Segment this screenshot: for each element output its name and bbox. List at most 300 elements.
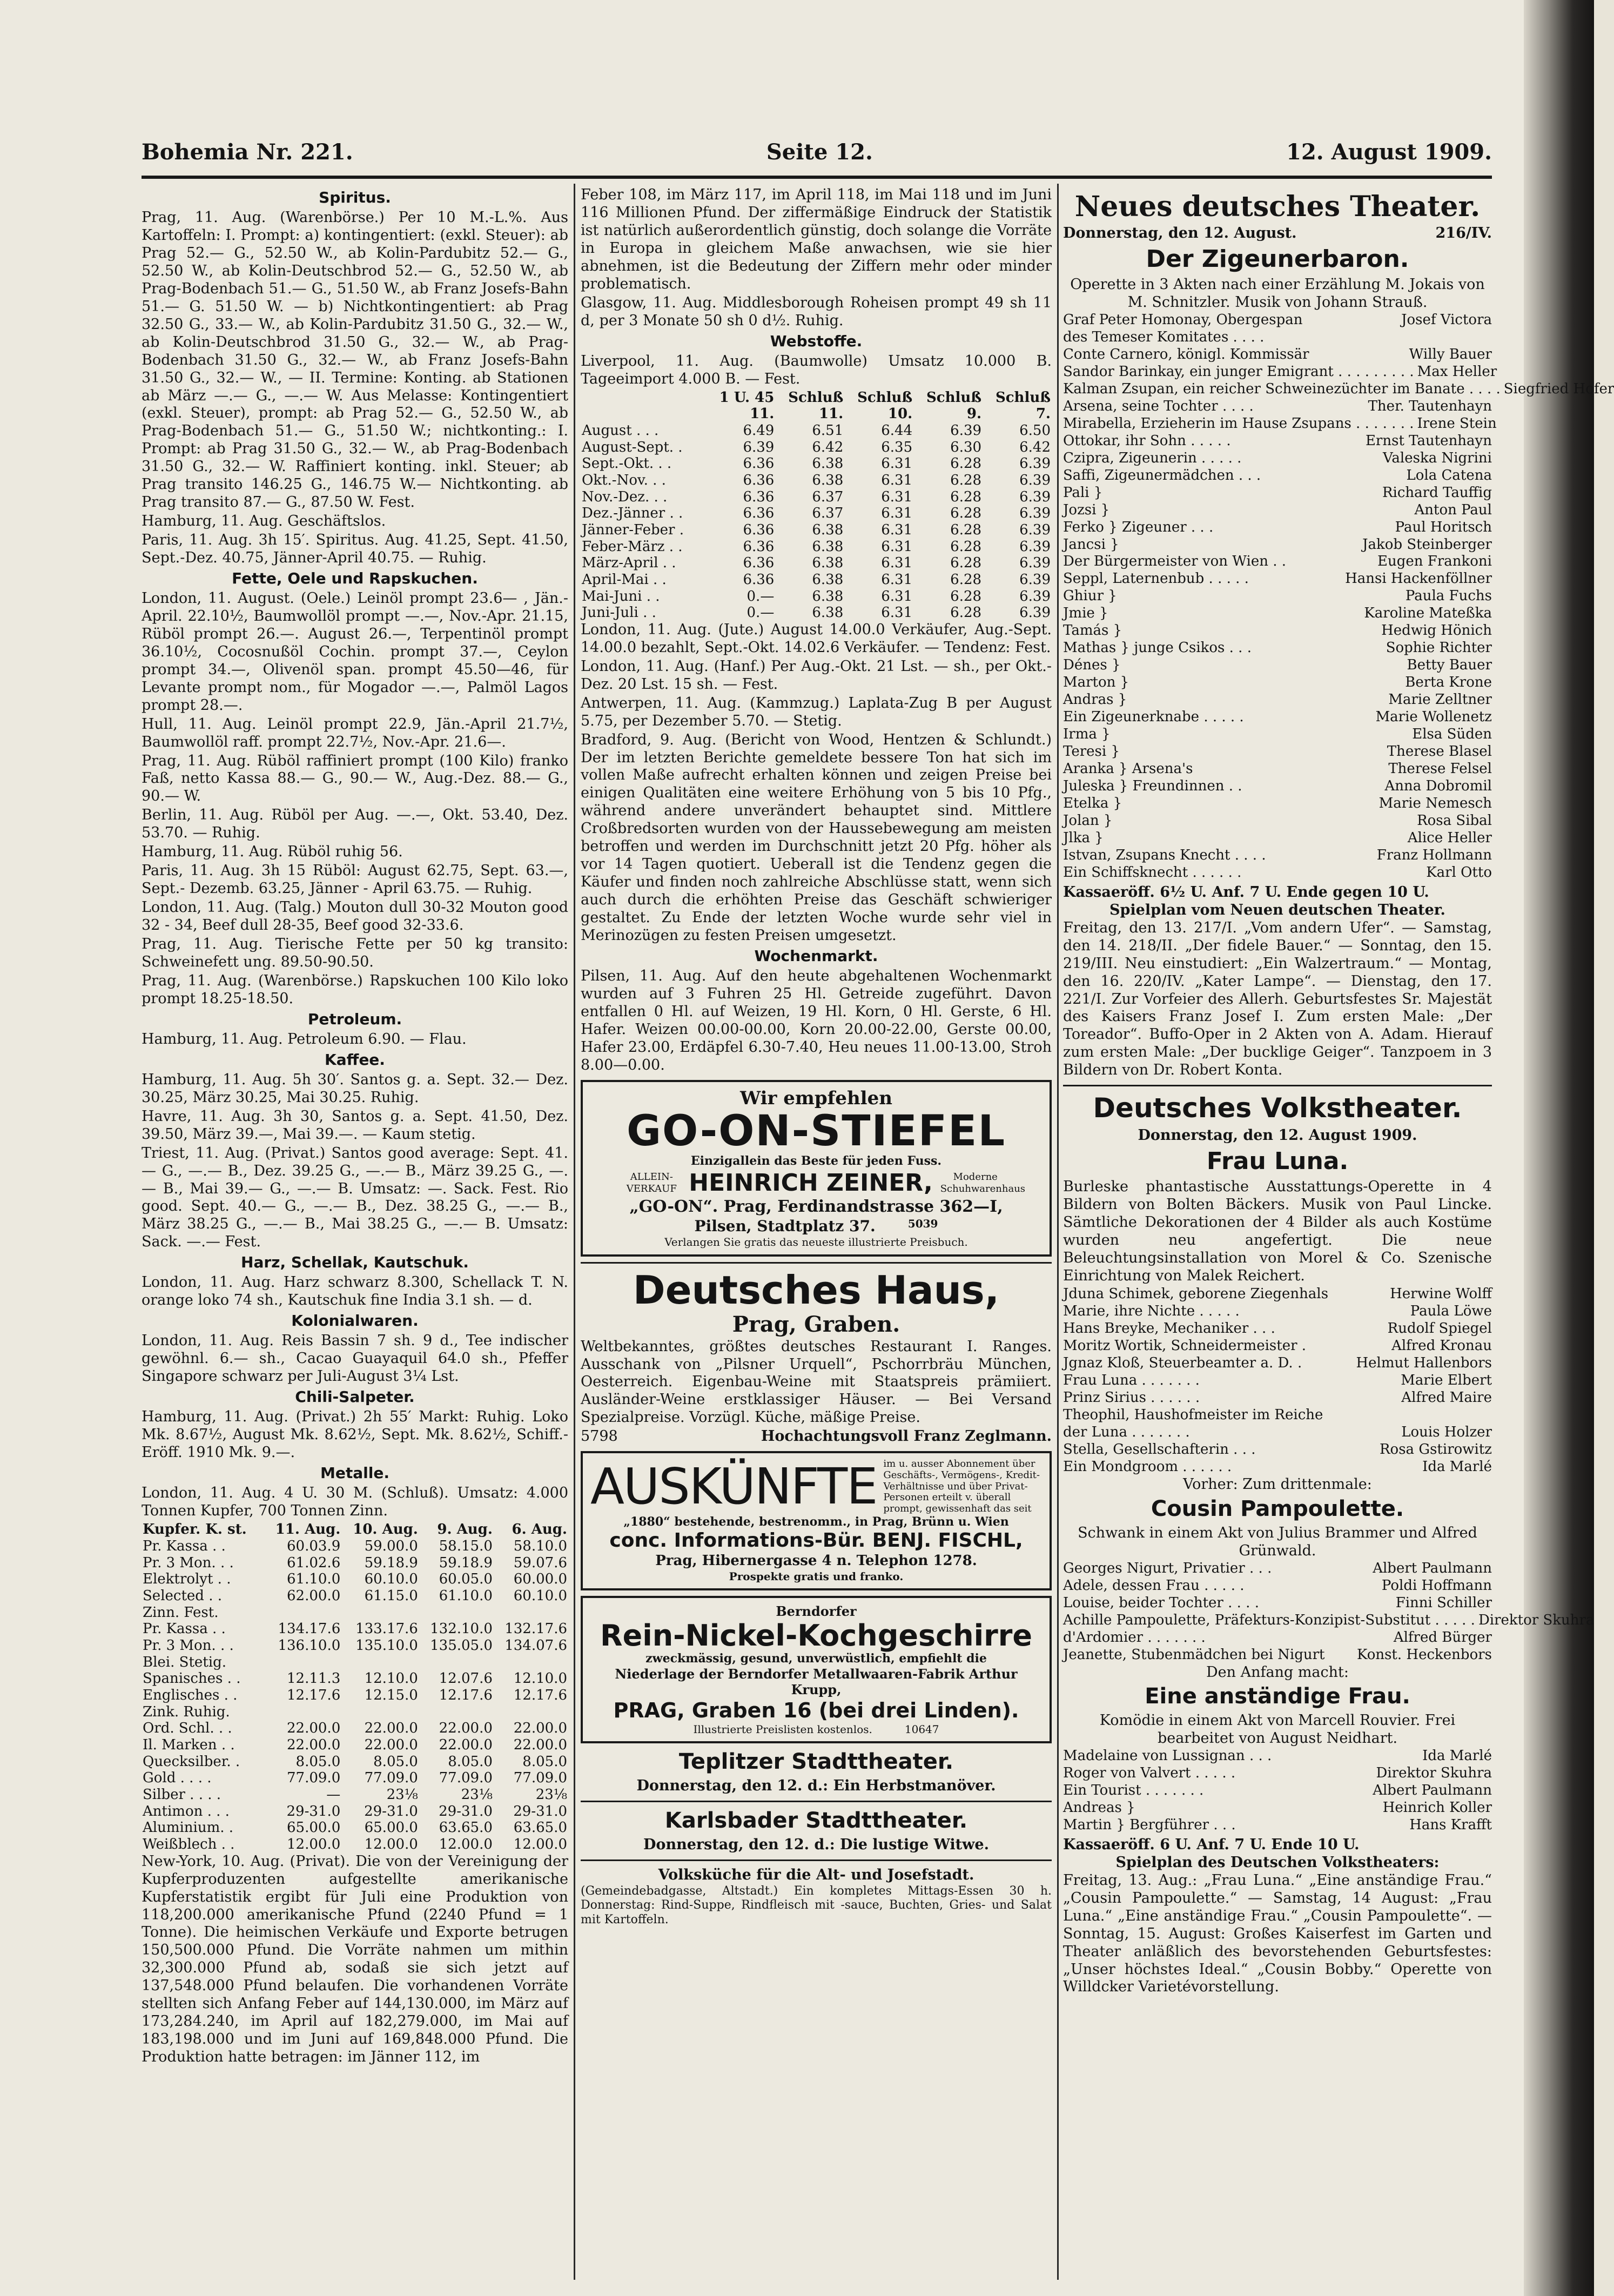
table-cell: 6.38 xyxy=(812,521,844,538)
table-cell: Okt.-Nov. . . xyxy=(582,472,666,488)
cast-row xyxy=(1063,467,1492,485)
report-text: Pilsen, 11. Aug. Auf den heute abgehaltenen Wochenmarkt wurden auf 3 Fuhren 25 Hl. Getreide zugeführt. Davon entfallen 0 Hl. auf Weizen, 19 Hl. Korn, 0 Hl. Gerste, 6 Hl. Hafer. Weizen 00.00-00.00, Korn 20.00-22.00, Gerste 00.00, Hafer 23.00, Erdäpfel 6.30-7.40, Heu neues 11.00-13.00, Stroh 8.00—0.00. xyxy=(581,967,1052,1073)
table-cell: Dez.-Jänner . . xyxy=(582,505,683,522)
role-name: Ottokar, ihr Sohn . . . . . xyxy=(1063,432,1231,449)
role-name: Der Bürgermeister von Wien . . xyxy=(1063,553,1287,570)
ad-deutsches-haus xyxy=(581,1269,1052,1446)
actor-name: Ida Marlé xyxy=(1422,1459,1492,1475)
role-name: Moritz Wortik, Schneidermeister . xyxy=(1063,1338,1307,1354)
table-row xyxy=(581,439,1052,456)
role-name: Tamás } xyxy=(1063,622,1122,639)
program-note: Vorher: Zum drittenmale: xyxy=(1183,1476,1372,1493)
actor-name: Hansi Hackenföllner xyxy=(1345,570,1492,587)
table-row xyxy=(581,588,1052,605)
play-info: Schwank in einem Akt von Julius Brammer und Alfred Grünwald. xyxy=(1078,1524,1477,1559)
divider xyxy=(581,1859,1052,1861)
role-name: Seppl, Laternenbub . . . . . xyxy=(1063,570,1249,587)
table-cell: 12.15.0 xyxy=(364,1687,418,1703)
actor-name: Louis Holzer xyxy=(1401,1424,1492,1441)
ad-address: „GO-ON“. Prag, Ferdinandstrasse 362—I, xyxy=(629,1197,1003,1217)
actor-name: Jakob Steinberger xyxy=(1362,536,1492,553)
table-cell: 12.00.0 xyxy=(364,1836,418,1853)
schedule-heading: Spielplan vom Neuen deutschen Theater. xyxy=(1109,901,1445,918)
cast-row xyxy=(1063,640,1492,657)
role-name: Sandor Barinkay, ein junger Emigrant . . . . . . . . . xyxy=(1063,363,1414,380)
cast-row xyxy=(1063,657,1492,674)
cast-row xyxy=(1063,1612,1595,1629)
table-row xyxy=(581,539,1052,555)
cotton-table xyxy=(581,390,1052,621)
role-name: Frau Luna . . . . . . . xyxy=(1063,1372,1200,1389)
role-name: Teresi } xyxy=(1063,743,1120,760)
cast-row xyxy=(1063,553,1492,570)
actor-name: Therese Blasel xyxy=(1387,743,1492,760)
ad-text: zweckmässig, gesund, unverwüstlich, empfiehlt die xyxy=(645,1651,987,1666)
schedule-text: Freitag, 13. Aug.: „Frau Luna.“ „Eine anständige Frau.“ „Cousin Pampoulette.“ — Samstag, 14 August: „Frau Luna.“ „Eine anständige Frau.“ „Cousin Pampoulette“. — Sonntag, 15. August: Großes Kaiserfest im Garten und Theater anläßlich des bevorstehenden Geburtsfestes: „Unser höchstes Ideal.“ „Cousin Bobby.“ Operette von Willdcker Varietévorstellung. xyxy=(1063,1871,1492,1996)
table-cell: 61.02.6 xyxy=(287,1554,341,1571)
role-name: Irma } xyxy=(1063,726,1111,743)
table-row xyxy=(142,1803,568,1820)
table-cell: 6.42 xyxy=(812,439,844,455)
cast-row xyxy=(1063,1424,1492,1441)
actor-name: Hedwig Hönich xyxy=(1381,622,1492,639)
ad-title: Rein-Nickel-Kochgeschirre xyxy=(600,1618,1032,1653)
table-header-cell: 9. xyxy=(966,406,982,422)
role-name: Ein Tourist . . . . . . . xyxy=(1063,1782,1204,1799)
role-name: Czipra, Zigeunerin . . . . . xyxy=(1063,449,1242,466)
ad-text: im u. ausser Abonnement über Geschäfts-, Vermögens-, Kredit-Verhältnisse und über Privat-Personen erteilt v. überall prompt, gewissenhaft das seit xyxy=(883,1458,1040,1514)
table-cell: Blei. Stetig. xyxy=(143,1654,226,1670)
table-row xyxy=(142,1737,568,1754)
cast-row xyxy=(1063,1441,1492,1459)
table-header-cell: 10. Aug. xyxy=(353,1521,418,1538)
table-header-row xyxy=(581,390,1052,406)
table-cell: 12.17.6 xyxy=(439,1687,493,1703)
table-row xyxy=(581,505,1052,522)
table-row xyxy=(581,605,1052,621)
table-cell: Juni-Juli . . xyxy=(582,605,656,621)
table-cell: 23⅟₈ xyxy=(386,1787,418,1803)
report-text: Hamburg, 11. Aug. Geschäftslos. xyxy=(142,513,386,530)
cast-row xyxy=(1063,519,1492,536)
actor-name: Josef Victora xyxy=(1401,311,1492,328)
role-name: Jlka } xyxy=(1063,829,1104,846)
table-cell: 6.28 xyxy=(950,472,982,488)
ad-address: PRAG, Graben 16 (bei drei Linden). xyxy=(613,1698,1019,1722)
table-cell: 59.18.9 xyxy=(439,1554,493,1571)
table-cell: 6.39 xyxy=(1019,605,1051,621)
table-cell: Il. Marken . . xyxy=(143,1736,235,1753)
cast-row xyxy=(1063,778,1492,795)
table-cell: 22.00.0 xyxy=(439,1720,493,1737)
ad-address: Prag, Hibernergasse 4 n. Telephon 1278. xyxy=(655,1553,977,1569)
ad-text: ALLEIN-VERKAUF xyxy=(626,1171,677,1194)
table-cell: Nov.-Dez. . . xyxy=(582,488,668,505)
ad-brand: GO-ON-STIEFEL xyxy=(626,1107,1006,1156)
ad-text: Niederlage der Berndorfer Metallwaaren-Fabrik Arthur Krupp, xyxy=(615,1666,1018,1698)
role-name: Ein Zigeunerknabe . . . . . xyxy=(1063,709,1244,726)
cast-row xyxy=(1063,605,1492,622)
table-cell xyxy=(494,1604,568,1621)
table-row xyxy=(142,1770,568,1787)
show-date: Donnerstag, den 12. August. xyxy=(1063,225,1297,242)
table-cell: 6.36 xyxy=(743,455,775,472)
actor-name: Rudolf Spiegel xyxy=(1387,1320,1492,1337)
table-header-cell: 10. xyxy=(887,406,913,422)
actor-name: Ernst Tautenhayn xyxy=(1365,432,1492,449)
show-number: 216/IV. xyxy=(1435,225,1492,242)
report-text: London, 11. Aug. 4 U. 30 M. (Schluß). Umsatz: 4.000 Tonnen Kupfer, 700 Tonnen Zinn. xyxy=(142,1485,568,1520)
table-cell: 58.10.0 xyxy=(513,1538,567,1554)
table-cell: Aluminium. . xyxy=(143,1820,234,1836)
role-name: Conte Carnero, königl. Kommissär xyxy=(1063,346,1309,362)
table-cell: Ord. Schl. . . xyxy=(143,1720,232,1737)
table-row xyxy=(142,1538,568,1555)
table-row xyxy=(142,1637,568,1654)
report-text: Hamburg, 11. Aug. Rüböl ruhig 56. xyxy=(142,843,403,861)
divider xyxy=(1063,1085,1492,1086)
table-cell: 77.09.0 xyxy=(287,1770,341,1787)
table-header-cell: 9. Aug. xyxy=(437,1521,493,1538)
table-header-cell: 11. Aug. xyxy=(275,1521,341,1538)
table-cell: 6.36 xyxy=(743,538,775,555)
theater-title: Deutsches Volkstheater. xyxy=(1093,1092,1462,1124)
table-cell: 22.00.0 xyxy=(287,1720,341,1737)
table-cell: April-Mai . . xyxy=(582,571,667,588)
section-heading: Chili-Salpeter. xyxy=(295,1388,415,1406)
table-cell: 22.00.0 xyxy=(513,1736,567,1753)
cast-row xyxy=(1063,1407,1492,1424)
table-cell: Sept.-Okt. . . xyxy=(582,455,672,472)
table-cell: 60.00.0 xyxy=(513,1571,567,1588)
cast-row xyxy=(1063,1338,1492,1355)
table-cell: 6.38 xyxy=(812,571,844,588)
table-row xyxy=(581,422,1052,439)
section-heading: Kolonialwaren. xyxy=(291,1312,419,1330)
table-cell: 6.31 xyxy=(881,505,913,522)
ad-subtitle: Prag, Graben. xyxy=(732,1311,900,1337)
table-cell: 6.36 xyxy=(743,472,775,488)
role-name: Jeanette, Stubenmädchen bei Nigurt xyxy=(1063,1646,1325,1663)
section-heading: Metalle. xyxy=(320,1464,389,1482)
cast-row xyxy=(1063,346,1492,364)
table-cell: Mai-Juni . . xyxy=(582,588,660,605)
role-name: Ghiur } xyxy=(1063,588,1117,605)
column-textiles-ads xyxy=(581,186,1052,2282)
table-cell: 77.09.0 xyxy=(439,1770,493,1787)
actor-name: Direktor Skuhra xyxy=(1376,1765,1492,1782)
cast-row xyxy=(1063,1459,1492,1476)
table-cell: 61.10.0 xyxy=(439,1587,493,1604)
table-row xyxy=(142,1720,568,1737)
table-cell: Zinn. Fest. xyxy=(143,1604,219,1621)
column-markets xyxy=(142,186,568,2282)
role-name: Aranka } Arsena's xyxy=(1063,761,1193,777)
metals-table xyxy=(142,1521,568,1852)
actor-name: Betty Bauer xyxy=(1407,657,1492,674)
role-name: Hans Breyke, Mechaniker . . . xyxy=(1063,1320,1275,1337)
table-cell: 12.07.6 xyxy=(439,1670,493,1687)
actor-name: Paula Löwe xyxy=(1410,1303,1492,1320)
table-cell: 6.39 xyxy=(1019,538,1051,555)
role-name: Pali } xyxy=(1063,484,1103,501)
role-name: Madelaine von Lussignan . . . xyxy=(1063,1748,1272,1764)
ad-number: 5798 xyxy=(581,1428,618,1445)
table-cell: 12.17.6 xyxy=(287,1687,341,1703)
issue-date: 12. August 1909. xyxy=(1286,139,1492,165)
theater-line: Donnerstag, den 12. d.: Ein Herbstmanöver. xyxy=(636,1777,996,1795)
actor-name xyxy=(1489,1407,1492,1424)
table-row xyxy=(142,1621,568,1637)
table-cell: 58.15.0 xyxy=(439,1538,493,1554)
table-cell: 23⅟₈ xyxy=(461,1787,493,1803)
table-cell: 23⅟₈ xyxy=(535,1787,567,1803)
play-title: Cousin Pampoulette. xyxy=(1151,1496,1404,1522)
table-cell: Englisches . . xyxy=(143,1687,238,1703)
theater-title: Karlsbader Stadttheater. xyxy=(664,1808,968,1833)
table-cell: Pr. 3 Mon. . . xyxy=(143,1637,234,1654)
report-text: Glasgow, 11. Aug. Middlesborough Roheisen prompt 49 sh 11 d, per 3 Monate 50 sh 0 d½. Ruhig. xyxy=(581,294,1052,329)
table-cell xyxy=(419,1654,494,1671)
play-title: Der Zigeunerbaron. xyxy=(1146,245,1409,273)
table-header-cell xyxy=(581,406,707,422)
report-text: London, 11. Aug. (Talg.) Mouton dull 30-32 Mouton good 32 - 34, Beef dull 28-35, Beef good 32-33.6. xyxy=(142,899,568,934)
section-heading: Webstoffe. xyxy=(770,332,863,350)
report-text: Hull, 11. Aug. Leinöl prompt 22.9, Jän.-April 21.7½, Baumwollöl raff. prompt 22.7½, Nov.-Apr. 21.6—. xyxy=(142,715,568,750)
ad-text: Prospekte gratis und franko. xyxy=(729,1570,904,1583)
report-text: Antwerpen, 11. Aug. (Kammzug.) Laplata-Zug B per August 5.75, per Dezember 5.70. — Stetig. xyxy=(581,694,1052,729)
table-cell: 134.07.6 xyxy=(505,1637,567,1654)
role-name: Juleska } Freundinnen . . xyxy=(1063,778,1242,795)
cast-row xyxy=(1063,1817,1492,1834)
table-cell: 0.— xyxy=(747,588,775,605)
cast-row xyxy=(1063,312,1492,329)
table-cell xyxy=(419,1704,494,1721)
cast-row xyxy=(1063,329,1492,346)
table-header-cell: Schluß xyxy=(788,389,844,406)
cast-row xyxy=(1063,380,1614,398)
table-cell: August-Sept. . xyxy=(582,439,683,455)
table-cell: 12.00.0 xyxy=(513,1836,567,1853)
cast-row xyxy=(1063,1320,1492,1338)
role-name: der Luna . . . . . . . xyxy=(1063,1424,1190,1441)
table-cell: 6.39 xyxy=(1019,472,1051,488)
report-text: Berlin, 11. Aug. Rüböl per Aug. —.—, Okt. 53.40, Dez. 53.70. — Ruhig. xyxy=(142,807,568,842)
table-cell: 61.10.0 xyxy=(287,1571,341,1588)
table-cell: August . . . xyxy=(582,422,659,439)
report-text: Prag, 11. Aug. (Warenbörse.) Per 10 M.-L.%. Aus Kartoffeln: I. Prompt: a) kontingentiert: (exkl. Steuer): ab Prag 52.— G., 52.50 W., ab Kolin-Pardubitz 52.— G., 52.50 W., ab Kolin-Deutschbrod 52.— G., 52.50 W., ab Prag-Bodenbach 51.— G., 51.50 W., ab Franz Josefs-Bahn 51.— G. 51.50 W. — b) Nichtkontingentiert: ab Prag 32.50 G., 33.— W., ab Kolin-Pardubitz 31.50 G., 32.— W., ab Kolin-Deutschbrod 31.50 G., 32.— W., ab Prag-Bodenbach 31.50 G., 32.— W., ab Franz Josefs-Bahn 31.50 G., 32.— W., — II. Termine: Konting. ab Stationen ab März —.— G., —.— W. Aus Melasse: Kontingentiert (exkl. Steuer), prompt: ab Prag 52.— G., 52.50 W., ab Prag-Bodenbach 51.— G., 51.50 W.; nichtkonting.: I. Prompt: ab Prag 31.50 G., 32.— W., ab Prag-Bodenbach 31.50 G., 32.— W. Raffiniert konting. inkl. Steuer; ab Prag transito 146.25 G., 146.75 W.— Nichtkonting. ab Prag transito 87.— G., 87.50 W. Fest. xyxy=(142,209,568,511)
cast-row xyxy=(1063,1355,1492,1372)
table-header-row xyxy=(581,406,1052,422)
report-text: New-York, 10. Aug. (Privat). Die von der Vereinigung der Kupferproduzenten aufgestellte amerikanische Kupferstatistik ergibt für Juli eine Produktion von 118,200.000 amerikanische Pfund (2240 Pfund = 1 Tonne). Die heimischen Verkäufe und Exporte betrugen 150,500.000 Pfund. Die Vorräte nahmen um mithin 32,300.000 Pfund ab, sodaß sie sich jetzt auf 137,548.000 Pfund belaufen. Die vorhandenen Vorräte stellten sich Anfang Feber auf 144,130.000, im März auf 173,284.240, im April auf 182,279.000, im Mai auf 183,198.000 und im Juni auf 169,848.000 Pfund. Die Produktion hatte betragen: im Jänner 112, im xyxy=(142,1852,568,2065)
cast-row xyxy=(1063,1372,1492,1389)
table-cell: 22.00.0 xyxy=(364,1736,418,1753)
role-name: Graf Peter Homonay, Obergespan xyxy=(1063,311,1303,328)
role-name: Ein Mondgroom . . . . . . xyxy=(1063,1459,1232,1475)
cast-row xyxy=(1063,743,1492,761)
report-text: Hamburg, 11. Aug. (Privat.) 2h 55′ Markt: Ruhig. Loko Mk. 8.67½, August Mk. 8.62½, Sept. Mk. 8.62½, Schiff.-Eröff. 1910 Mk. 9.—. xyxy=(142,1408,568,1461)
role-name: Jduna Schimek, geborene Ziegenhals xyxy=(1063,1286,1329,1303)
theater-title: Neues deutsches Theater. xyxy=(1074,190,1481,223)
table-row xyxy=(142,1820,568,1836)
cast-row xyxy=(1063,830,1492,847)
table-cell: 6.35 xyxy=(881,439,913,455)
actor-name: Alfred Bürger xyxy=(1393,1629,1492,1646)
report-text: London, 11. Aug. (Hanf.) Per Aug.-Okt. 21 Lst. — sh., per Okt.-Dez. 20 Lst. 15 sh. — Fest. xyxy=(581,657,1052,693)
table-cell: 6.31 xyxy=(881,472,913,488)
table-cell: 132.17.6 xyxy=(505,1621,567,1637)
program-note: Den Anfang macht: xyxy=(1206,1663,1349,1681)
actor-name: Max Heller xyxy=(1417,363,1497,380)
actor-name: Paula Fuchs xyxy=(1405,588,1492,605)
show-date: Donnerstag, den 12. August 1909. xyxy=(1138,1127,1417,1144)
table-cell: 59.18.9 xyxy=(364,1554,418,1571)
actor-name: Valeska Nigrini xyxy=(1383,449,1492,466)
actor-name: Finni Schiller xyxy=(1395,1594,1492,1611)
schedule-heading: Spielplan des Deutschen Volkstheaters: xyxy=(1115,1854,1440,1871)
table-cell: 6.39 xyxy=(743,439,775,455)
table-cell: 77.09.0 xyxy=(513,1770,567,1787)
ad-signature: Hochachtungsvoll Franz Zeglmann. xyxy=(761,1428,1052,1445)
cast-row xyxy=(1063,363,1497,381)
actor-name: Eugen Frankoni xyxy=(1377,553,1492,570)
table-cell: 22.00.0 xyxy=(364,1720,418,1737)
table-cell: 6.38 xyxy=(812,472,844,488)
ad-title: Deutsches Haus, xyxy=(633,1267,1000,1313)
table-cell: 29-31.0 xyxy=(513,1803,567,1820)
role-name: Andras } xyxy=(1063,692,1127,708)
table-cell: Antimon . . . xyxy=(143,1803,230,1820)
table-cell: 62.00.0 xyxy=(287,1587,341,1604)
table-cell: 61.15.0 xyxy=(364,1587,418,1604)
actor-name: Marie Wollenetz xyxy=(1375,709,1492,726)
table-cell: 59.00.0 xyxy=(364,1538,418,1554)
cast-row xyxy=(1063,1782,1492,1800)
report-text: Liverpool, 11. Aug. (Baumwolle) Umsatz 10.000 B. Tageeimport 4.000 B. — Fest. xyxy=(581,352,1052,387)
cast-row xyxy=(1063,1800,1492,1817)
cast-row xyxy=(1063,415,1497,433)
table-cell: 6.37 xyxy=(812,488,844,505)
theater-title: Teplitzer Stadttheater. xyxy=(678,1749,954,1775)
table-cell: 6.36 xyxy=(743,571,775,588)
table-cell: 6.38 xyxy=(812,455,844,472)
table-cell: 12.00.0 xyxy=(439,1836,493,1853)
actor-name: Rosa Sibal xyxy=(1417,813,1492,829)
play-info: Komödie in einem Akt von Marcell Rouvier. Frei bearbeitet von August Neidhart. xyxy=(1099,1712,1456,1747)
table-row xyxy=(142,1654,568,1671)
role-name: Arsena, seine Tochter . . . . xyxy=(1063,398,1254,414)
table-cell: 65.00.0 xyxy=(364,1820,418,1836)
cast-row xyxy=(1063,761,1492,778)
role-name: Theophil, Haushofmeister im Reiche xyxy=(1063,1407,1323,1424)
table-cell: Zink. Ruhig. xyxy=(143,1703,230,1720)
actor-name: Lola Catena xyxy=(1406,467,1492,484)
cast-row xyxy=(1063,502,1492,519)
header-rule xyxy=(142,176,1492,179)
cast-row xyxy=(1063,813,1492,830)
cast-row xyxy=(1063,398,1492,415)
ad-number: 10647 xyxy=(904,1722,939,1736)
table-cell: 8.05.0 xyxy=(522,1753,567,1770)
table-row xyxy=(142,1670,568,1687)
table-cell: 6.28 xyxy=(950,588,982,605)
ad-name: conc. Informations-Bür. BENJ. FISCHL, xyxy=(609,1529,1023,1552)
table-row xyxy=(581,455,1052,472)
table-cell: 133.17.6 xyxy=(355,1621,418,1637)
report-text: Paris, 11. Aug. 3h 15′. Spiritus. Aug. 41.25, Sept. 41.50, Sept.-Dez. 40.75, Jänner-April 40.75. — Ruhig. xyxy=(142,532,568,566)
table-cell: Pr. Kassa . . xyxy=(143,1621,226,1637)
actor-name: Heinrich Koller xyxy=(1382,1800,1492,1816)
report-text: Prag, 11. Aug. (Warenbörse.) Rapskuchen 100 Kilo loko prompt 18.25-18.50. xyxy=(142,972,568,1007)
table-row xyxy=(142,1836,568,1853)
table-header-cell: 7. xyxy=(1035,406,1051,422)
actor-name: Richard Tauffig xyxy=(1382,484,1492,501)
role-name: d'Ardomier . . . . . . . xyxy=(1063,1629,1206,1646)
report-text: Havre, 11. Aug. 3h 30, Santos g. a. Sept. 41.50, Dez. 39.50, März 39.—, Mai 39.—. — Kaum stetig. xyxy=(142,1107,568,1143)
role-name: Roger von Valvert . . . . . xyxy=(1063,1765,1236,1782)
report-text: Paris, 11. Aug. 3h 15 Rüböl: August 62.75, Sept. 63.—, Sept.- Dezemb. 63.25, Jänner - April 63.75. — Ruhig. xyxy=(142,862,568,897)
role-name: Jgnaz Kloß, Steuerbeamter a. D. . xyxy=(1063,1355,1302,1372)
actor-name: Ther. Tautenhayn xyxy=(1368,398,1492,414)
table-cell: 6.38 xyxy=(812,538,844,555)
cast-row xyxy=(1063,1303,1492,1320)
column-theater xyxy=(1063,186,1614,2282)
table-cell: 6.31 xyxy=(881,455,913,472)
table-cell: 0.— xyxy=(747,605,775,621)
schedule-text: Freitag, den 13. 217/I. „Vom andern Ufer“. — Samstag, den 14. 218/II. „Der fidele Bauer.“ — Sonntag, den 15. 219/III. Neu einstudiert: „Ein Walzertraum.“ — Montag, den 16. 220/IV. „Kater Lampe“. — Dienstag, den 17. 221/I. Zur Vorfeier des Allerh. Geburtsfestes Sr. Majestät des Kaisers Franz Josef I. Zum ersten Male: „Der Toreador“. Buffo-Oper in 2 Akten von A. Adam. Hierauf zum ersten Male: „Der bucklige Geiger“. Tanzpoem in 3 Bildern von Dr. Robert Konta. xyxy=(1063,919,1492,1079)
table-cell: 6.31 xyxy=(881,521,913,538)
actor-name: Anton Paul xyxy=(1414,501,1492,518)
role-name: Georges Nigurt, Privatier . . . xyxy=(1063,1560,1272,1576)
play-title: Eine anständige Frau. xyxy=(1145,1684,1410,1709)
table-cell: 6.39 xyxy=(1019,521,1051,538)
cast-row xyxy=(1063,1577,1492,1595)
report-text: Hamburg, 11. Aug. Petroleum 6.90. — Flau. xyxy=(142,1030,467,1048)
table-row xyxy=(142,1704,568,1721)
cast-row xyxy=(1063,1389,1492,1407)
table-cell: 132.10.0 xyxy=(430,1621,493,1637)
table-cell: Pr. 3 Mon. . . xyxy=(143,1554,234,1571)
cast-row xyxy=(1063,795,1492,813)
table-cell: 6.31 xyxy=(881,605,913,621)
table-cell: 6.42 xyxy=(1019,439,1051,455)
role-name: Jancsi } xyxy=(1063,536,1119,553)
ad-text: „1880“ bestehende, bestrenomm., in Prag, Brünn u. Wien xyxy=(623,1514,1009,1529)
page-header xyxy=(142,139,1492,172)
actor-name xyxy=(1489,329,1492,346)
table-cell: 65.00.0 xyxy=(287,1820,341,1836)
role-name: Jmie } xyxy=(1063,605,1108,622)
report-text: London, 11. Aug. Reis Bassin 7 sh. 9 d., Tee indischer gewöhnl. 6.— sh., Cacao Guayaquil 64.0 sh., Pfeffer Singapore schwarz per Juli-August 3⅟₄ Lst. xyxy=(142,1332,568,1385)
table-cell: 6.36 xyxy=(743,488,775,505)
table-cell xyxy=(341,1654,419,1671)
table-cell xyxy=(264,1604,342,1621)
section-heading: Wochenmarkt. xyxy=(754,946,878,965)
cast-row xyxy=(1063,1595,1492,1612)
theater-line: Donnerstag, den 12. d.: Die lustige Witwe. xyxy=(643,1836,989,1853)
table-row xyxy=(142,1604,568,1621)
table-header-cell: Schluß xyxy=(926,389,982,406)
report-text: Triest, 11. Aug. (Privat.) Santos good average: Sept. 41.— G., —.— B., Dez. 39.25 G., —.— B., März 39.25 G., —.— B., Mai 39.— G., —.— B. Umsatz: —. Sack. Fest. Rio good. Sept. 40.— G., —.— B., Dez. 38.25 G., —.— B., März 38.25 G., —.— B., Mai 38.25 G., —.— B. Umsatz: Sack. —.— Fest. xyxy=(142,1144,568,1251)
section-heading: Kaffee. xyxy=(325,1050,385,1069)
table-cell: Feber-März . . xyxy=(582,538,683,555)
table-cell: 29-31.0 xyxy=(364,1803,418,1820)
table-row xyxy=(581,489,1052,506)
table-cell: 6.28 xyxy=(950,455,982,472)
cast-row xyxy=(1063,1629,1492,1647)
table-cell: Gold . . . . xyxy=(143,1770,212,1787)
table-row xyxy=(581,522,1052,539)
